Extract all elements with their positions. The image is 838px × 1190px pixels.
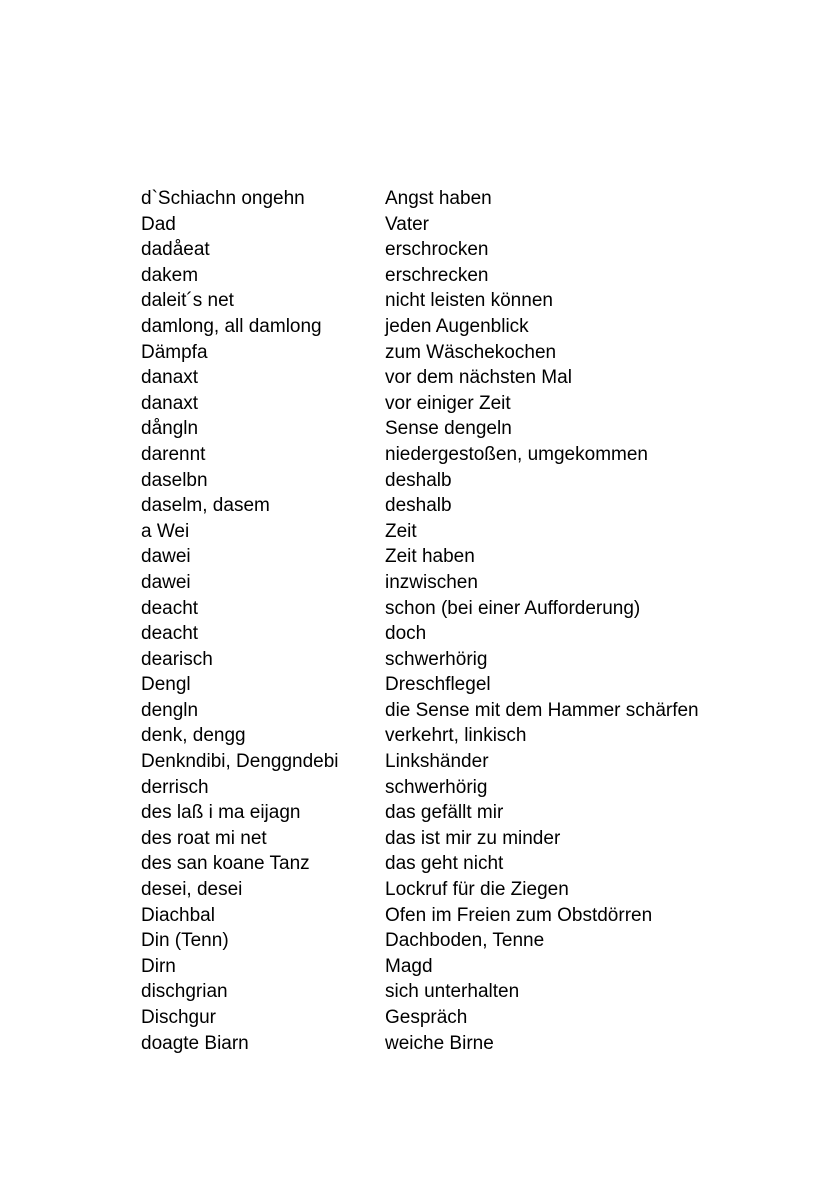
glossary-meaning: sich unterhalten [385, 981, 520, 1003]
glossary-meaning: erschrecken [385, 264, 489, 286]
glossary-row [141, 237, 761, 263]
glossary-meaning: das ist mir zu minder [385, 827, 561, 849]
glossary-meaning: Vater [385, 213, 430, 235]
glossary-meaning: erschrocken [385, 239, 489, 261]
glossary-term: dawei [141, 571, 191, 593]
glossary-term: desei, desei [141, 879, 243, 901]
glossary-row [141, 186, 761, 212]
glossary-term: daselm, dasem [141, 495, 270, 517]
glossary-term: danaxt [141, 392, 199, 414]
glossary-row [141, 468, 761, 494]
glossary-term: des laß i ma eijagn [141, 802, 301, 824]
glossary-term: dångln [141, 418, 199, 440]
glossary-row [141, 519, 761, 545]
glossary-term: d`Schiachn ongehn [141, 188, 305, 209]
glossary-row [141, 928, 761, 954]
glossary-term: Dad [141, 213, 176, 235]
glossary-row [141, 596, 761, 622]
glossary-meaning: weiche Birne [385, 1032, 494, 1054]
glossary-row [141, 672, 761, 698]
glossary-term: Diachbal [141, 904, 215, 926]
glossary-term: derrisch [141, 776, 209, 798]
glossary-row [141, 979, 761, 1005]
glossary-meaning: Linkshänder [385, 751, 489, 773]
glossary-meaning: zum Wäschekochen [385, 341, 557, 363]
glossary-meaning: nicht leisten können [385, 290, 553, 312]
glossary-row [141, 340, 761, 366]
glossary-row [141, 954, 761, 980]
glossary-term: Dämpfa [141, 341, 208, 363]
glossary-row [141, 775, 761, 801]
glossary-row [141, 800, 761, 826]
glossary-meaning: Angst haben [385, 188, 492, 209]
glossary-meaning: die Sense mit dem Hammer schärfen [385, 699, 699, 721]
glossary-row [141, 493, 761, 519]
glossary-term: denk, dengg [141, 725, 246, 747]
glossary-row [141, 212, 761, 238]
glossary-meaning: inzwischen [385, 571, 478, 593]
glossary-row [141, 365, 761, 391]
glossary-row [141, 288, 761, 314]
glossary-term: dadåeat [141, 239, 210, 261]
glossary-meaning: Dreschflegel [385, 674, 491, 696]
glossary-meaning: schwerhörig [385, 648, 488, 670]
glossary-row [141, 647, 761, 673]
glossary-row [141, 263, 761, 289]
glossary-meaning: das gefällt mir [385, 802, 504, 824]
glossary-row [141, 723, 761, 749]
glossary-term: darennt [141, 443, 206, 465]
glossary-meaning: Lockruf für die Ziegen [385, 879, 569, 901]
glossary-meaning: jeden Augenblick [385, 315, 529, 337]
glossary-meaning: Gespräch [385, 1007, 468, 1028]
glossary-meaning: niedergestoßen, umgekommen [385, 443, 648, 465]
glossary-row [141, 544, 761, 570]
glossary-term: dearisch [141, 648, 213, 670]
glossary-row [141, 314, 761, 340]
glossary-term: Dengl [141, 674, 191, 696]
glossary-row [141, 749, 761, 775]
glossary-term: daleit´s net [141, 290, 234, 312]
glossary-row [141, 391, 761, 417]
glossary-meaning: deshalb [385, 469, 452, 491]
glossary-meaning: Ofen im Freien zum Obstdörren [385, 904, 653, 926]
glossary-term: Din (Tenn) [141, 930, 229, 952]
glossary-row [141, 1005, 761, 1031]
glossary-row [141, 851, 761, 877]
glossary-meaning: schwerhörig [385, 776, 488, 798]
glossary-row [141, 570, 761, 596]
glossary-term: dischgrian [141, 981, 228, 1003]
glossary-row [141, 621, 761, 647]
glossary-meaning: vor einiger Zeit [385, 392, 511, 414]
glossary-term: daselbn [141, 469, 208, 491]
glossary-meaning: verkehrt, linkisch [385, 725, 527, 747]
glossary-term: Denkndibi, Denggndebi [141, 751, 339, 773]
glossary-meaning: deshalb [385, 495, 452, 517]
glossary-meaning: Zeit [385, 520, 417, 542]
glossary-meaning: doch [385, 623, 427, 645]
glossary-row [141, 877, 761, 903]
glossary-term: deacht [141, 597, 199, 619]
glossary-term: Dirn [141, 955, 176, 977]
glossary-meaning: das geht nicht [385, 853, 504, 875]
glossary-meaning: schon (bei einer Aufforderung) [385, 597, 641, 619]
glossary-row [141, 698, 761, 724]
glossary-term: des roat mi net [141, 827, 267, 849]
glossary-meaning: Zeit haben [385, 546, 475, 568]
glossary-row [141, 416, 761, 442]
glossary-meaning: vor dem nächsten Mal [385, 367, 572, 389]
glossary-row [141, 903, 761, 929]
glossary-row [141, 826, 761, 852]
glossary-term: dawei [141, 546, 191, 568]
glossary-term: deacht [141, 623, 199, 645]
glossary-row [141, 442, 761, 468]
glossary-term: damlong, all damlong [141, 315, 322, 337]
glossary-term: dakem [141, 264, 199, 286]
glossary-term: dengln [141, 699, 199, 721]
glossary-term: Dischgur [141, 1007, 216, 1028]
glossary-list [141, 186, 761, 1056]
glossary-meaning: Magd [385, 955, 433, 977]
glossary-meaning: Dachboden, Tenne [385, 930, 545, 952]
glossary-term: a Wei [141, 520, 190, 542]
glossary-meaning: Sense dengeln [385, 418, 512, 440]
glossary-row [141, 1031, 761, 1057]
glossary-term: doagte Biarn [141, 1032, 249, 1054]
glossary-term: danaxt [141, 367, 199, 389]
glossary-term: des san koane Tanz [141, 853, 310, 875]
